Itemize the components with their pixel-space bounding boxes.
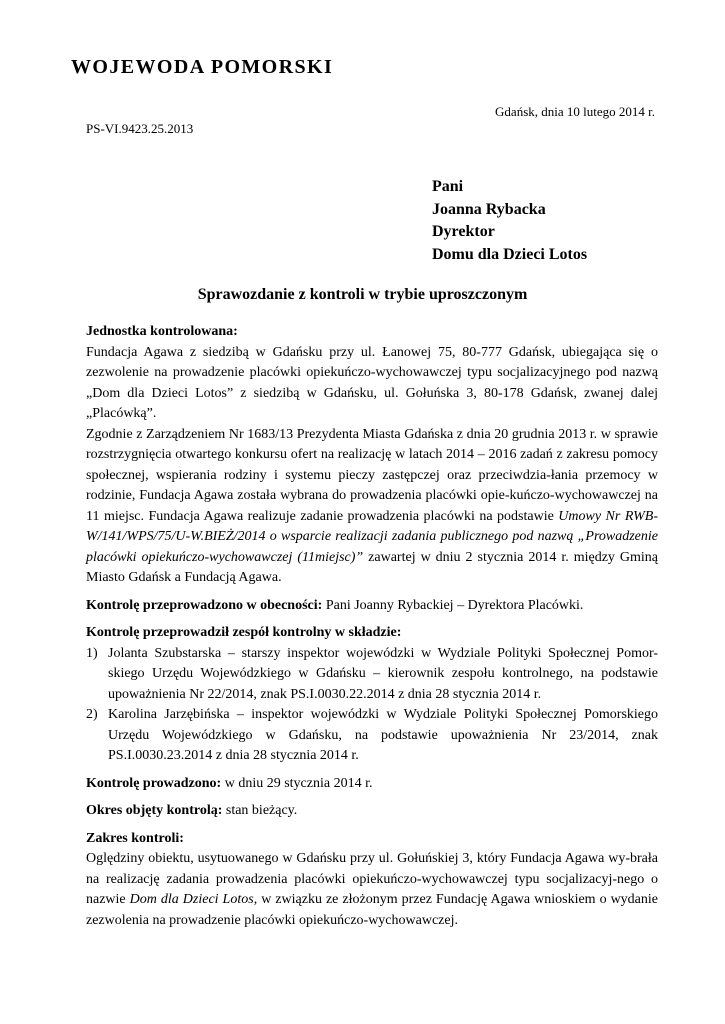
legal-basis-text: Zgodnie z Zarządzeniem Nr 1683/13 Prezydenta Miasta Gdańska z dnia 20 grudnia 2013 r. w sprawie rozstrzygnięcia otwartego konkursu ofert na realizację w latach 2014 – 2016 zadań z zakresu pomocy społecznej, wspierania rodziny i systemu pieczy zastępczej oraz przeciwdzia-łania przemocy w rodzinie, Fundacja Agawa została wybrana do prowadzenia placówki opie-kuńczo-wychowawczej na 11 miejsc. Fundacja Agawa realizuje zadanie prowadzenia placówki na podstawie	[86, 426, 658, 524]
period-text: stan bieżący.	[222, 803, 298, 818]
controlled-unit-text: Fundacja Agawa z siedzibą w Gdańsku przy ul. Łanowej 75, 80-777 Gdańsk, ubiegająca się o zezwolenie na prowadzenie placówki opiekuńczo-wychowawczej typu socjalizacyjnego pod nazwą „Dom dla Dzieci Lotos” z siedzibą w Gdańsku, ul. Gołuńska 3, 80-178 Gdańsk, zwanej dalej „Placówką”.	[86, 344, 658, 421]
legal-basis-text-end: zawartej w dniu 2 stycznia 2014 r. między Gminą Miasto Gdańsk a Fundacją Agawa.	[86, 549, 659, 585]
recipient-name: Joanna Rybacka	[432, 200, 546, 218]
team-member-text: Karolina Jarzębińska – inspektor wojewódzki w Wydziale Polityki Społecznej Pomorskiego Urzędu Wojewódzkiego w Gdańsku, na podstawie upoważnienia Nr 23/2014, znak PS.I.0030.23.2014 z dnia 28 stycznia 2014 r.	[108, 707, 658, 763]
list-number: 2)	[86, 707, 98, 722]
case-number: PS-VI.9423.25.2013	[86, 121, 194, 136]
controlled-unit-label: Jednostka kontrolowana:	[86, 324, 238, 339]
issuer-title: WOJEWODA POMORSKI	[71, 56, 334, 78]
scope-text: Oględziny obiektu, usytuowanego w Gdańsku przy ul. Gołuńskiej 3, który Fundacja Agawa wy-brała na realizację zadania prowadzenia placówki opiekuńczo-wychowawczej typu socjalizacyj-nego o nazwie	[86, 851, 658, 907]
agreement-reference: Umowy Nr RWB-W/141/WPS/75/U-W.BIEŻ/2014 o wsparcie realizacji zadania publicznego pod nazwą „Prowadzenie placówki opiekuńczo-wychowawczej (11miejsc)”	[86, 508, 658, 565]
document-date: Gdańsk, dnia 10 lutego 2014 r.	[495, 104, 655, 119]
document-body	[86, 322, 658, 931]
recipient-salutation: Pani	[432, 178, 464, 195]
recipient-institution: Domu dla Dzieci Lotos	[432, 245, 588, 263]
scope-paragraph	[86, 849, 658, 931]
presence-text: Pani Joanny Rybackiej – Dyrektora Placówki.	[322, 597, 584, 613]
legal-basis-paragraph	[86, 425, 658, 589]
document-title: Sprawozdanie z kontroli w trybie uproszczonym	[197, 286, 528, 303]
period-paragraph	[86, 801, 658, 822]
control-date-text: w dniu 29 stycznia 2014 r.	[221, 775, 373, 791]
scope-label: Zakres kontroli:	[86, 830, 184, 846]
recipient-block	[432, 176, 587, 266]
facility-name: Dom dla Dzieci Lotos	[129, 892, 254, 907]
control-date-label: Kontrolę prowadzono:	[86, 775, 222, 791]
team-label: Kontrolę przeprowadził zespół kontrolny w składzie:	[86, 625, 402, 640]
team-member-text: Jolanta Szubstarska – starszy inspektor wojewódzki w Wydziale Polityki Społecznej Pomor-skiego Urzędu Wojewódzkiego w Gdańsku – kierownik zespołu kontrolnego, na podstawie upoważnienia Nr 22/2014, znak PS.I.0030.22.2014 z dnia 28 stycznia 2014 r.	[108, 645, 658, 702]
presence-paragraph	[86, 596, 658, 617]
period-label: Okres objęty kontrolą:	[86, 803, 223, 818]
list-item	[86, 644, 658, 706]
recipient-position: Dyrektor	[432, 223, 495, 240]
presence-label: Kontrolę przeprowadzono w obecności:	[86, 597, 323, 613]
team-list	[86, 644, 658, 767]
list-item	[86, 705, 658, 767]
scope-text-end: , w związku ze złożonym przez Fundację Agawa wnioskiem o wydanie zezwolenia na prowadzenie placówki opiekuńczo-wychowawczej.	[86, 892, 658, 928]
control-date-paragraph	[86, 774, 658, 795]
list-number: 1)	[86, 645, 98, 661]
